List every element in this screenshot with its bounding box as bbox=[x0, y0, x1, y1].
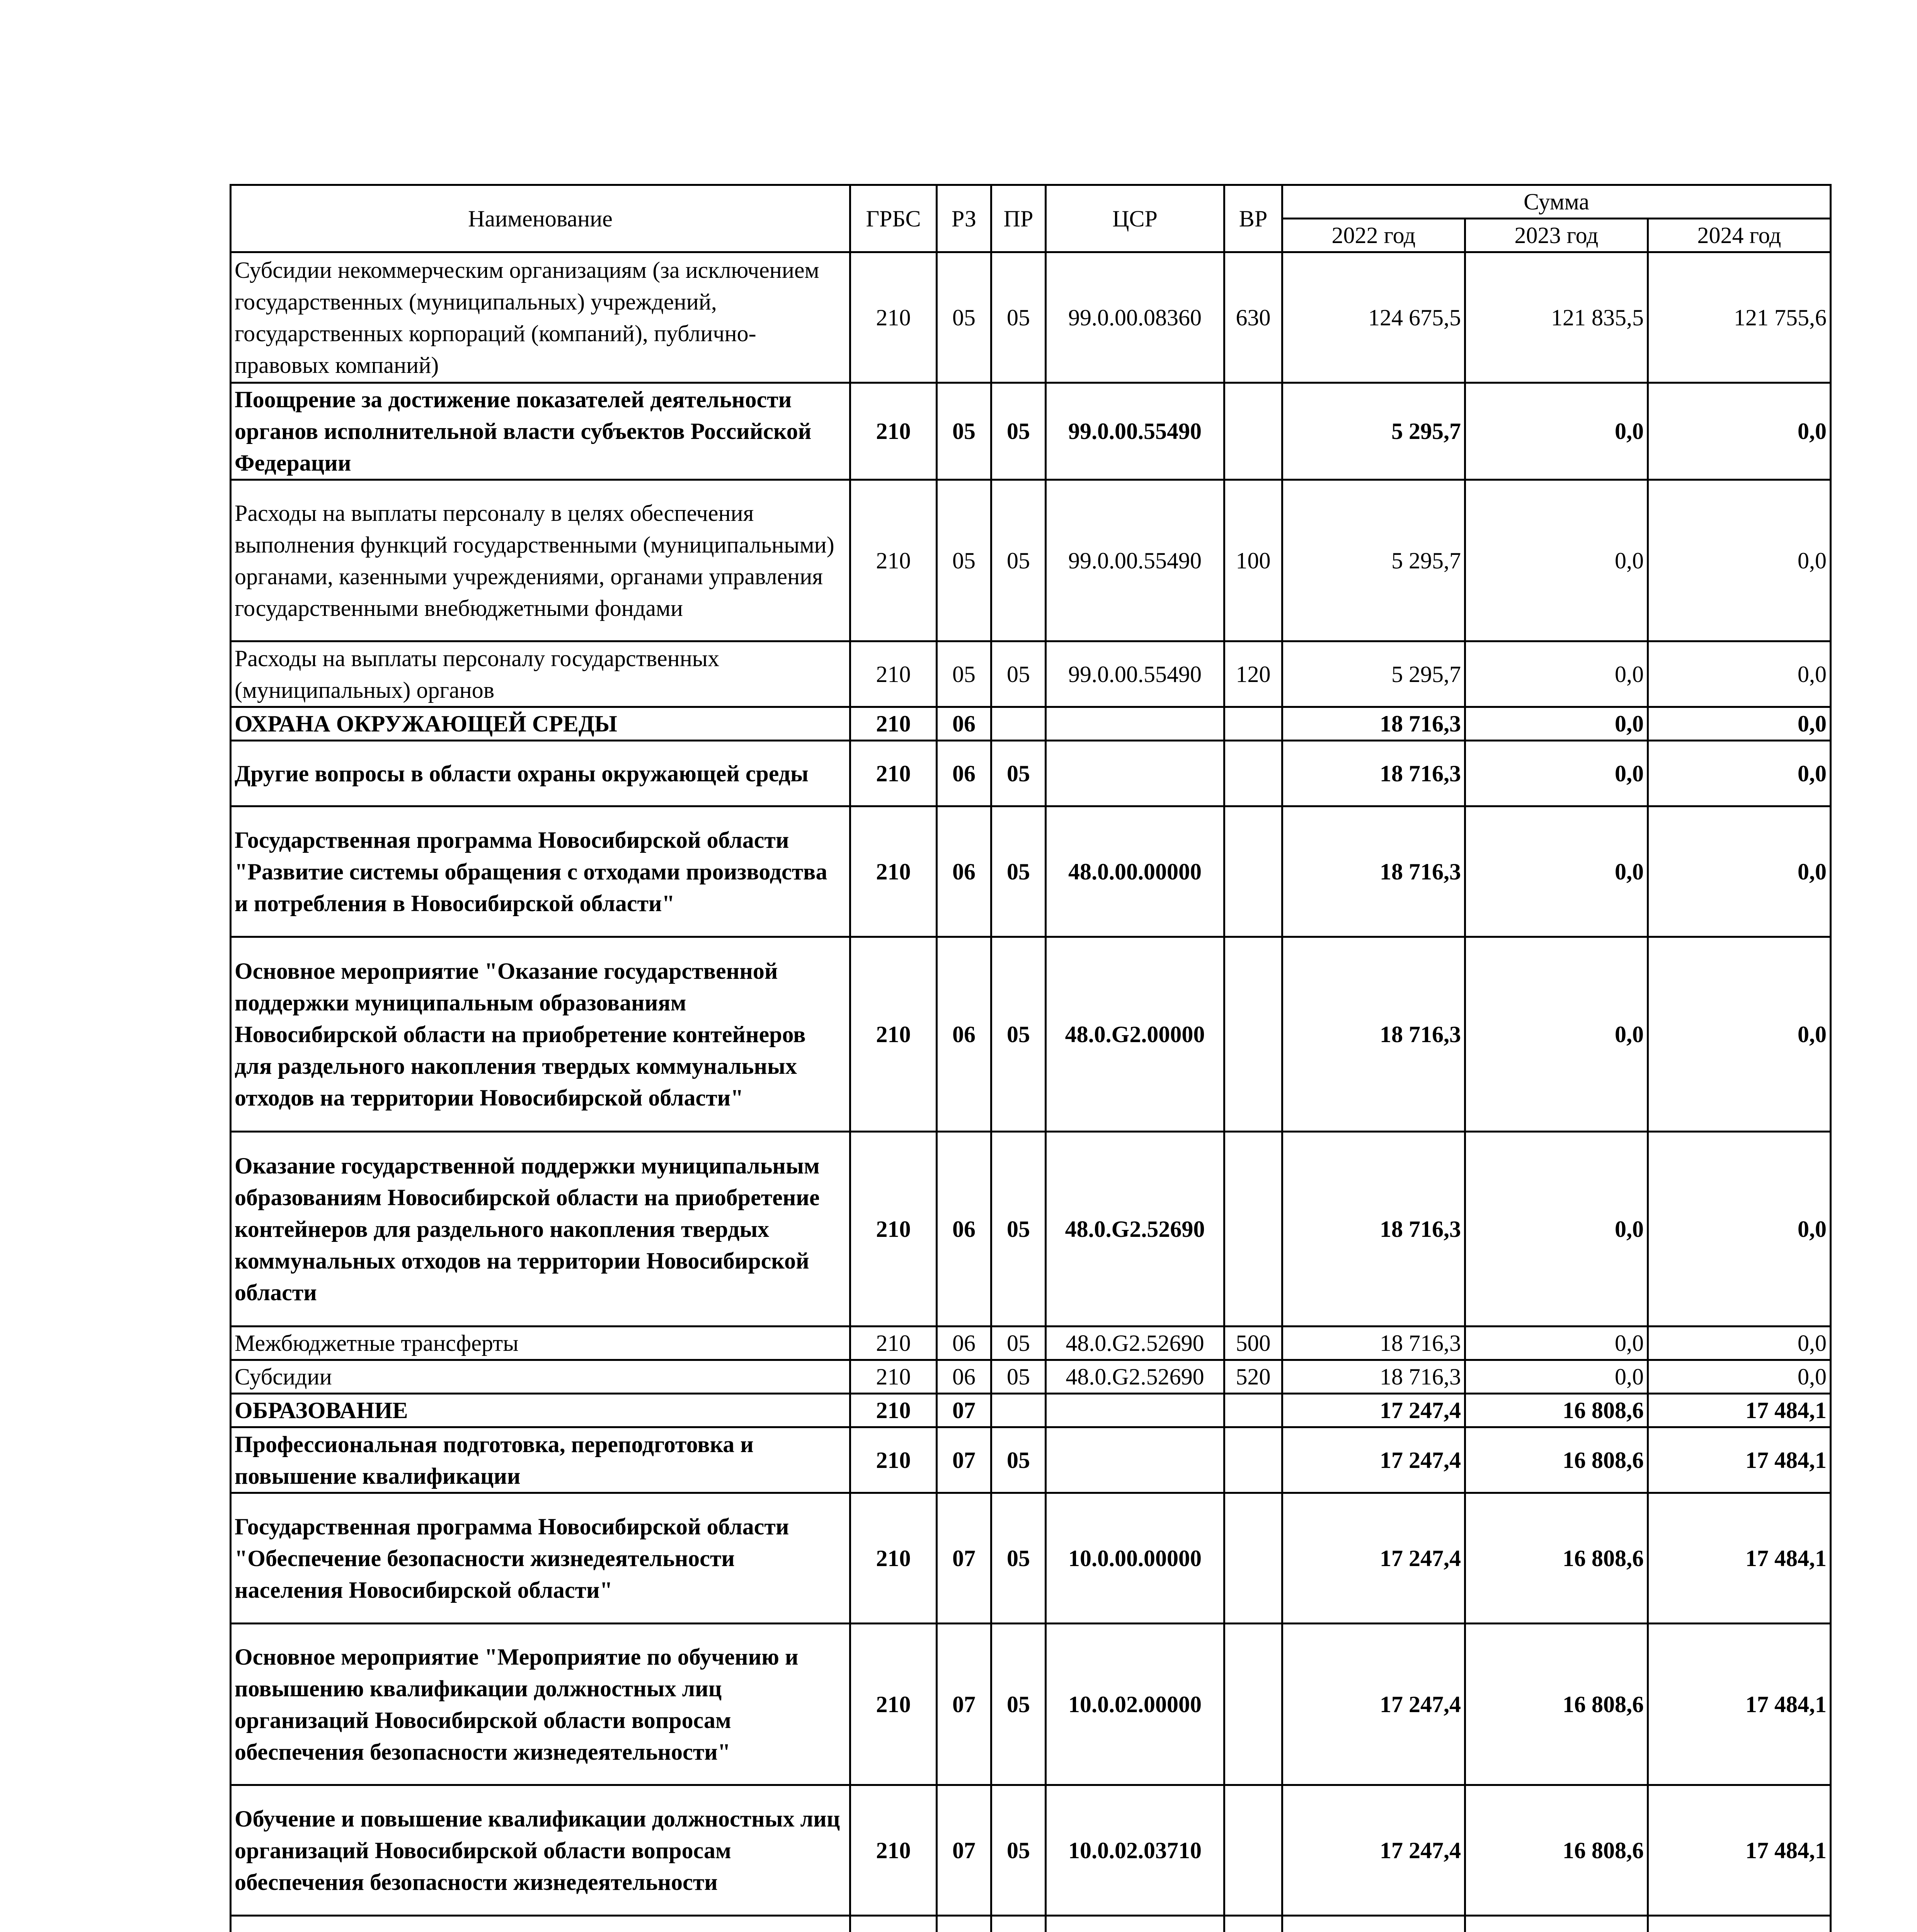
cell-sum-2024: 0,0 bbox=[1648, 383, 1831, 480]
cell-pr: 05 bbox=[991, 383, 1046, 480]
cell-sum-2024: 17 484,1 bbox=[1648, 1493, 1831, 1624]
cell-sum-2022: 17 247,4 bbox=[1282, 1493, 1465, 1624]
cell-sum-2022: 17 247,4 bbox=[1282, 1394, 1465, 1427]
cell-csr: 10.0.02.00000 bbox=[1046, 1624, 1224, 1785]
cell-sum-2024: 0,0 bbox=[1648, 707, 1831, 741]
cell-vr bbox=[1224, 806, 1282, 937]
cell-pr: 05 bbox=[991, 1427, 1046, 1493]
cell-rz: 06 bbox=[937, 741, 991, 806]
table-row bbox=[231, 806, 1831, 937]
cell-csr bbox=[1046, 741, 1224, 806]
cell-pr: 05 bbox=[991, 1493, 1046, 1624]
cell-pr: 05 bbox=[991, 937, 1046, 1132]
cell-vr bbox=[1224, 1394, 1282, 1427]
cell-vr bbox=[1224, 1785, 1282, 1916]
header-vr: ВР bbox=[1224, 185, 1282, 252]
cell-grbs: 210 bbox=[850, 1493, 937, 1624]
cell-sum-2024: 0,0 bbox=[1648, 480, 1831, 641]
cell-rz: 07 bbox=[937, 1493, 991, 1624]
cell-vr bbox=[1224, 1132, 1282, 1327]
cell-rz: 06 bbox=[937, 1360, 991, 1394]
cell-csr bbox=[1046, 1916, 1224, 1932]
cell-vr: 100 bbox=[1224, 480, 1282, 641]
cell-vr bbox=[1224, 1624, 1282, 1785]
cell-pr bbox=[991, 1394, 1046, 1427]
cell-pr: 05 bbox=[991, 1785, 1046, 1916]
cell-csr bbox=[1046, 707, 1224, 741]
header-grbs: ГРБС bbox=[850, 185, 937, 252]
cell-vr bbox=[1224, 707, 1282, 741]
cell-sum-2023: 0,0 bbox=[1465, 383, 1648, 480]
cell-name: Оказание государственной поддержки муниципальным образованиям Новосибирской области на приобретение контейнеров для раздельного накопления твердых коммунальных отходов на территории Новосибирской области bbox=[231, 1132, 850, 1327]
cell-csr: 48.0.G2.52690 bbox=[1046, 1327, 1224, 1360]
header-year-2023: 2023 год bbox=[1465, 219, 1648, 252]
cell-sum-2024: 17 484,1 bbox=[1648, 1785, 1831, 1916]
cell-name: Поощрение за достижение показателей деятельности органов исполнительной власти субъектов Российской Федерации bbox=[231, 383, 850, 480]
cell-name: Государственная программа Новосибирской области "Развитие системы обращения с отходами производства и потребления в Новосибирской области" bbox=[231, 806, 850, 937]
cell-sum-2022: 18 716,3 bbox=[1282, 937, 1465, 1132]
cell-sum-2024: 17 484,1 bbox=[1648, 1427, 1831, 1493]
table-row bbox=[231, 707, 1831, 741]
cell-sum-2022: 18 716,3 bbox=[1282, 806, 1465, 937]
cell-sum-2023: 0,0 bbox=[1465, 641, 1648, 707]
cell-pr: 05 bbox=[991, 641, 1046, 707]
cell-sum-2023: 16 808,6 bbox=[1465, 1785, 1648, 1916]
cell-csr: 48.0.G2.52690 bbox=[1046, 1132, 1224, 1327]
cell-pr: 05 bbox=[991, 1132, 1046, 1327]
cell-rz: 06 bbox=[937, 806, 991, 937]
cell-sum-2023: 0,0 bbox=[1465, 937, 1648, 1132]
cell-rz: 07 bbox=[937, 1427, 991, 1493]
table-row bbox=[231, 252, 1831, 383]
table-row bbox=[231, 480, 1831, 641]
cell-sum-2023: 0,0 bbox=[1465, 707, 1648, 741]
cell-csr: 48.0.00.00000 bbox=[1046, 806, 1224, 937]
cell-name: Межбюджетные трансферты bbox=[231, 1327, 850, 1360]
cell-rz: 06 bbox=[937, 1132, 991, 1327]
cell-sum-2022: 18 716,3 bbox=[1282, 1327, 1465, 1360]
cell-sum-2023: 121 835,5 bbox=[1465, 252, 1648, 383]
cell-csr: 99.0.00.55490 bbox=[1046, 641, 1224, 707]
cell-grbs: 210 bbox=[850, 1360, 937, 1394]
cell-sum-2022 bbox=[1282, 1916, 1465, 1932]
cell-name: Основное мероприятие "Оказание государственной поддержки муниципальным образованиям Новосибирской области на приобретение контейнеров для раздельного накопления твердых коммунальных отходов на территории Новосибирской области" bbox=[231, 937, 850, 1132]
cell-vr: 120 bbox=[1224, 641, 1282, 707]
cell-grbs: 210 bbox=[850, 1624, 937, 1785]
cell-csr bbox=[1046, 1427, 1224, 1493]
cell-csr: 99.0.00.08360 bbox=[1046, 252, 1224, 383]
cell-sum-2023: 16 808,6 bbox=[1465, 1493, 1648, 1624]
cell-sum-2023: 16 808,6 bbox=[1465, 1427, 1648, 1493]
cell-sum-2023: 16 808,6 bbox=[1465, 1624, 1648, 1785]
header-year-2022: 2022 год bbox=[1282, 219, 1465, 252]
cell-name: Другие вопросы в области охраны окружающей среды bbox=[231, 741, 850, 806]
cell-name: Субсидии bbox=[231, 1360, 850, 1394]
cell-vr bbox=[1224, 1916, 1282, 1932]
cell-grbs: 210 bbox=[850, 1785, 937, 1916]
cell-rz: 05 bbox=[937, 480, 991, 641]
cell-sum-2024: 17 484,1 bbox=[1648, 1394, 1831, 1427]
cell-sum-2023: 0,0 bbox=[1465, 480, 1648, 641]
table-row bbox=[231, 1427, 1831, 1493]
cell-sum-2024: 0,0 bbox=[1648, 806, 1831, 937]
cell-name: Государственная программа Новосибирской области "Обеспечение безопасности жизнедеятельности населения Новосибирской области" bbox=[231, 1493, 850, 1624]
cell-vr: 500 bbox=[1224, 1327, 1282, 1360]
cell-grbs: 210 bbox=[850, 641, 937, 707]
cell-pr: 05 bbox=[991, 1360, 1046, 1394]
table-row bbox=[231, 741, 1831, 806]
cell-grbs: 210 bbox=[850, 937, 937, 1132]
header-year-2024: 2024 год bbox=[1648, 219, 1831, 252]
table-row bbox=[231, 1394, 1831, 1427]
table-row bbox=[231, 1132, 1831, 1327]
cell-name: ОБРАЗОВАНИЕ bbox=[231, 1394, 850, 1427]
cell-csr: 99.0.00.55490 bbox=[1046, 480, 1224, 641]
table-row bbox=[231, 937, 1831, 1132]
table-row bbox=[231, 1360, 1831, 1394]
cell-sum-2022: 5 295,7 bbox=[1282, 383, 1465, 480]
cell-sum-2023: 0,0 bbox=[1465, 1360, 1648, 1394]
cell-name: Основное мероприятие "Мероприятие по обучению и повышению квалификации должностных лиц организаций Новосибирской области вопросам обеспечения безопасности жизнедеятельности" bbox=[231, 1624, 850, 1785]
cell-sum-2024 bbox=[1648, 1916, 1831, 1932]
table-row bbox=[231, 383, 1831, 480]
cell-sum-2022: 18 716,3 bbox=[1282, 1360, 1465, 1394]
cell-sum-2022: 5 295,7 bbox=[1282, 480, 1465, 641]
cell-rz: 05 bbox=[937, 641, 991, 707]
cell-sum-2023: 16 808,6 bbox=[1465, 1394, 1648, 1427]
table-row bbox=[231, 1327, 1831, 1360]
cell-rz: 07 bbox=[937, 1394, 991, 1427]
table-row bbox=[231, 1916, 1831, 1932]
cell-csr bbox=[1046, 1394, 1224, 1427]
cell-pr bbox=[991, 707, 1046, 741]
cell-rz: 05 bbox=[937, 252, 991, 383]
cell-sum-2024: 0,0 bbox=[1648, 641, 1831, 707]
cell-grbs: 210 bbox=[850, 480, 937, 641]
table-body bbox=[231, 252, 1831, 1932]
cell-pr: 05 bbox=[991, 806, 1046, 937]
cell-vr bbox=[1224, 937, 1282, 1132]
table-row bbox=[231, 1785, 1831, 1916]
cell-name: Субсидии некоммерческим организациям (за исключением государственных (муниципальных) учреждений, государственных корпораций (компаний), публично-правовых компаний) bbox=[231, 252, 850, 383]
cell-grbs: 210 bbox=[850, 806, 937, 937]
cell-rz: 06 bbox=[937, 707, 991, 741]
cell-sum-2024: 0,0 bbox=[1648, 1132, 1831, 1327]
cell-rz bbox=[937, 1916, 991, 1932]
cell-sum-2024: 0,0 bbox=[1648, 1360, 1831, 1394]
cell-grbs: 210 bbox=[850, 1394, 937, 1427]
cell-name: Обучение и повышение квалификации должностных лиц организаций Новосибирской области вопросам обеспечения безопасности жизнедеятельности bbox=[231, 1785, 850, 1916]
cell-sum-2022: 17 247,4 bbox=[1282, 1427, 1465, 1493]
cell-rz: 05 bbox=[937, 383, 991, 480]
cell-rz: 07 bbox=[937, 1785, 991, 1916]
table-row bbox=[231, 1624, 1831, 1785]
cell-rz: 07 bbox=[937, 1624, 991, 1785]
cell-sum-2022: 124 675,5 bbox=[1282, 252, 1465, 383]
header-rz: РЗ bbox=[937, 185, 991, 252]
table-row bbox=[231, 1493, 1831, 1624]
cell-vr bbox=[1224, 1427, 1282, 1493]
cell-grbs bbox=[850, 1916, 937, 1932]
cell-sum-2022: 18 716,3 bbox=[1282, 707, 1465, 741]
cell-rz: 06 bbox=[937, 937, 991, 1132]
cell-pr: 05 bbox=[991, 1624, 1046, 1785]
cell-vr: 520 bbox=[1224, 1360, 1282, 1394]
cell-sum-2023: 0,0 bbox=[1465, 806, 1648, 937]
cell-rz: 06 bbox=[937, 1327, 991, 1360]
cell-name: ОХРАНА ОКРУЖАЮЩЕЙ СРЕДЫ bbox=[231, 707, 850, 741]
cell-vr bbox=[1224, 1493, 1282, 1624]
cell-grbs: 210 bbox=[850, 1132, 937, 1327]
cell-csr: 99.0.00.55490 bbox=[1046, 383, 1224, 480]
cell-vr bbox=[1224, 741, 1282, 806]
cell-sum-2022: 17 247,4 bbox=[1282, 1624, 1465, 1785]
cell-sum-2022: 17 247,4 bbox=[1282, 1785, 1465, 1916]
cell-grbs: 210 bbox=[850, 707, 937, 741]
cell-grbs: 210 bbox=[850, 1427, 937, 1493]
cell-sum-2022: 18 716,3 bbox=[1282, 741, 1465, 806]
cell-sum-2023: 0,0 bbox=[1465, 1327, 1648, 1360]
cell-pr: 05 bbox=[991, 741, 1046, 806]
table-row bbox=[231, 641, 1831, 707]
cell-grbs: 210 bbox=[850, 1327, 937, 1360]
cell-sum-2023 bbox=[1465, 1916, 1648, 1932]
cell-sum-2022: 5 295,7 bbox=[1282, 641, 1465, 707]
budget-table bbox=[230, 184, 1832, 1932]
cell-sum-2024: 0,0 bbox=[1648, 1327, 1831, 1360]
cell-grbs: 210 bbox=[850, 383, 937, 480]
header-csr: ЦСР bbox=[1046, 185, 1224, 252]
cell-sum-2024: 0,0 bbox=[1648, 741, 1831, 806]
cell-csr: 48.0.G2.00000 bbox=[1046, 937, 1224, 1132]
cell-csr: 10.0.02.03710 bbox=[1046, 1785, 1224, 1916]
cell-grbs: 210 bbox=[850, 252, 937, 383]
cell-vr bbox=[1224, 383, 1282, 480]
cell-pr bbox=[991, 1916, 1046, 1932]
cell-pr: 05 bbox=[991, 252, 1046, 383]
header-sum: Сумма bbox=[1282, 185, 1831, 219]
header-pr: ПР bbox=[991, 185, 1046, 252]
cell-sum-2023: 0,0 bbox=[1465, 1132, 1648, 1327]
cell-name bbox=[231, 1916, 850, 1932]
cell-csr: 10.0.00.00000 bbox=[1046, 1493, 1224, 1624]
cell-sum-2024: 0,0 bbox=[1648, 937, 1831, 1132]
cell-sum-2022: 18 716,3 bbox=[1282, 1132, 1465, 1327]
cell-name: Профессиональная подготовка, переподготовка и повышение квалификации bbox=[231, 1427, 850, 1493]
cell-name: Расходы на выплаты персоналу государственных (муниципальных) органов bbox=[231, 641, 850, 707]
cell-sum-2024: 121 755,6 bbox=[1648, 252, 1831, 383]
cell-sum-2023: 0,0 bbox=[1465, 741, 1648, 806]
cell-pr: 05 bbox=[991, 480, 1046, 641]
cell-sum-2024: 17 484,1 bbox=[1648, 1624, 1831, 1785]
cell-csr: 48.0.G2.52690 bbox=[1046, 1360, 1224, 1394]
cell-grbs: 210 bbox=[850, 741, 937, 806]
cell-vr: 630 bbox=[1224, 252, 1282, 383]
cell-name: Расходы на выплаты персоналу в целях обеспечения выполнения функций государственными (муниципальными) органами, казенными учреждениями, органами управления государственными внебюджетными фондами bbox=[231, 480, 850, 641]
cell-pr: 05 bbox=[991, 1327, 1046, 1360]
header-name: Наименование bbox=[231, 185, 850, 252]
